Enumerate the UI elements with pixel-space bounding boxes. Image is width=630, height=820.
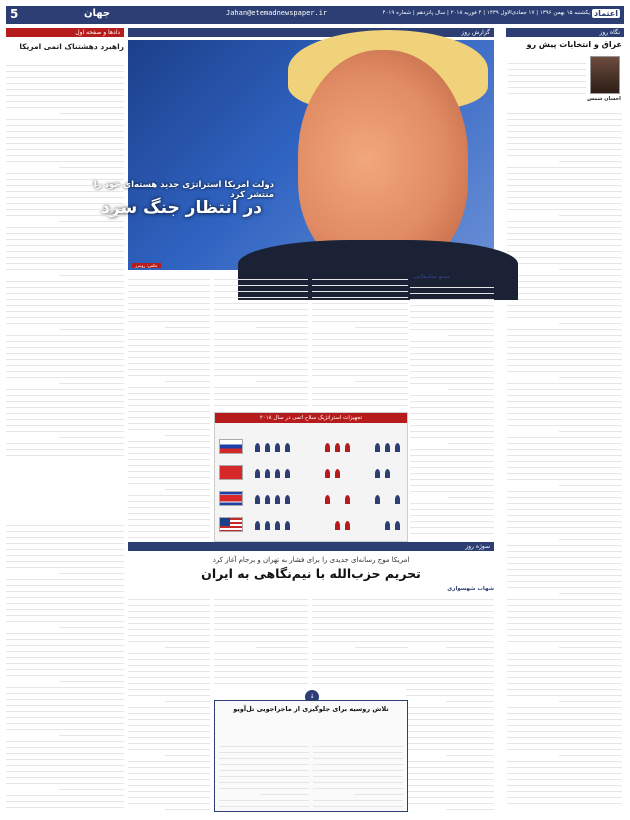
photo-credit: عکس: رویترز xyxy=(132,263,161,268)
section-title: جهان xyxy=(84,8,111,19)
dateline: یکشنبه ۱۵ بهمن ۱۳۹۶ | ۱۷ جمادی‌الاول ۱۴۳۹ | ۴ فوریه ۲۰۱۸ | سال پانزدهم | شماره ۴۰۱۹ xyxy=(382,10,590,16)
text-line xyxy=(6,450,124,456)
box-headline: تلاش روسیه برای جلوگیری از ماجراجویی تل‌آویو xyxy=(233,705,389,713)
middle-column-3 xyxy=(214,274,308,408)
missile-icon xyxy=(335,469,340,478)
right-column-title: عراق و انتخابات پیش رو xyxy=(526,40,622,49)
missile-icon xyxy=(385,521,390,530)
missile-icon xyxy=(325,495,330,504)
text-line xyxy=(508,88,586,94)
text-line xyxy=(446,804,494,810)
missile-icon xyxy=(255,495,260,504)
flag-russia-icon xyxy=(219,439,243,454)
missile-icon xyxy=(265,521,270,530)
missile-icon xyxy=(255,443,260,452)
missile-icon xyxy=(275,521,280,530)
missile-icon xyxy=(345,495,350,504)
page-number: 5 xyxy=(10,7,19,21)
missile-icon xyxy=(395,521,400,530)
nuclear-infographic xyxy=(214,412,408,542)
bottom-headline: تحریم حزب‌الله با نیم‌نگاهی به ایران xyxy=(201,566,421,581)
missile-icon xyxy=(395,443,400,452)
bottom-tag: سوژه روز xyxy=(128,542,494,551)
missile-icon xyxy=(325,469,330,478)
middle-byline: مینو سلیمانی xyxy=(413,274,450,280)
bottom-column-2 xyxy=(312,594,408,686)
missile-icon xyxy=(275,443,280,452)
text-line xyxy=(507,798,622,804)
hero-photo-face xyxy=(298,50,468,270)
text-line xyxy=(214,678,308,684)
paper-logo: اعتماد xyxy=(594,9,618,18)
right-column-lead xyxy=(508,58,586,96)
middle-column-2 xyxy=(312,274,408,408)
missile-icon xyxy=(335,521,340,530)
missile-icon xyxy=(265,495,270,504)
left-column-body-continued xyxy=(6,520,124,810)
author-photo xyxy=(590,56,620,94)
box-column-2 xyxy=(219,741,309,809)
bottom-column-4 xyxy=(128,594,210,812)
flag-north-korea-icon xyxy=(219,491,243,506)
middle-column-4 xyxy=(128,274,210,544)
missile-icon xyxy=(375,495,380,504)
missile-icon xyxy=(265,469,270,478)
left-column-title: راهبرد دهشتناک اتمی امریکا xyxy=(19,42,124,51)
missile-icon xyxy=(285,469,290,478)
bottom-kicker: امریکا موج رسانه‌ای جدیدی را برای فشار به تهران و برجام آغاز کرد xyxy=(212,556,410,564)
missile-icon xyxy=(345,521,350,530)
missile-icon xyxy=(395,495,400,504)
hero-tag: گزارش روز xyxy=(128,28,494,37)
missile-icon xyxy=(285,443,290,452)
missile-icon xyxy=(385,443,390,452)
hero-photo xyxy=(93,40,494,270)
missile-icon xyxy=(285,521,290,530)
missile-icon xyxy=(375,443,380,452)
missile-icon xyxy=(275,495,280,504)
bottom-column-3 xyxy=(214,594,308,686)
text-line xyxy=(219,801,309,807)
missile-icon xyxy=(335,443,340,452)
middle-column-1 xyxy=(410,282,494,536)
missile-icon xyxy=(385,469,390,478)
right-column-tag: نگاه روز xyxy=(506,28,624,37)
box-column-1 xyxy=(313,741,403,809)
text-line xyxy=(312,678,408,684)
text-line xyxy=(6,802,124,808)
box-lead xyxy=(219,717,403,739)
missile-icon xyxy=(345,443,350,452)
missile-icon xyxy=(255,521,260,530)
infographic-title: تجهیزات استراتژیک سلاح اتمی در سال ۲۰۱۸ xyxy=(215,413,407,423)
email-link[interactable]: Jahan@etemadnewspaper.ir xyxy=(226,9,328,17)
flag-usa-icon xyxy=(219,517,243,532)
missile-icon xyxy=(325,443,330,452)
flag-china-icon xyxy=(219,465,243,480)
text-line xyxy=(165,804,210,810)
text-line xyxy=(410,528,494,534)
text-line xyxy=(214,400,308,406)
arrow-down-icon: ↓ xyxy=(305,690,319,704)
missile-icon xyxy=(265,443,270,452)
hero-kicker: دولت امریکا استراتژی جدید هسته‌ای خود را منتشر کرد xyxy=(93,180,274,200)
missile-icon xyxy=(255,469,260,478)
bottom-column-1 xyxy=(406,594,494,812)
left-column-tag: دادها و صفحه اول xyxy=(6,28,124,37)
left-column-body xyxy=(6,60,124,458)
right-column-body xyxy=(507,108,622,808)
hero-headline: در انتظار جنگ سرد xyxy=(101,198,262,218)
missile-icon xyxy=(275,469,280,478)
text-line xyxy=(313,801,403,807)
text-line xyxy=(312,400,408,406)
page-header xyxy=(6,6,624,24)
missile-icon xyxy=(375,469,380,478)
author-name: احسان شمس xyxy=(587,96,621,102)
bottom-byline: شهاب شهسواری xyxy=(447,586,494,592)
sidebar-box xyxy=(214,700,408,812)
missile-icon xyxy=(285,495,290,504)
